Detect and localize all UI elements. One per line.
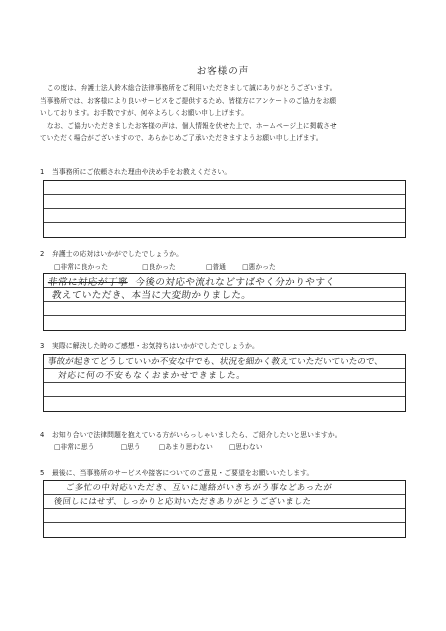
question-5 xyxy=(40,467,313,477)
ruled-line xyxy=(44,301,405,302)
question-text: 弁護士の応対はいかがでしたでしょうか。 xyxy=(52,250,184,258)
option-good[interactable]: □良かった xyxy=(142,263,176,271)
ruled-line xyxy=(44,194,405,195)
question-number: 3 xyxy=(40,342,45,350)
intro-line: この度は、弁護士法人鈴木総合法律事務所をご利用いただきまして誠にありがとうございます。 xyxy=(47,84,337,92)
answer-box-5[interactable] xyxy=(43,480,406,538)
intro-text xyxy=(40,82,415,145)
page-title: お客様の声 xyxy=(196,66,250,77)
option-strongly-agree[interactable]: □非常に思う xyxy=(54,443,95,451)
ruled-line xyxy=(44,315,405,316)
question-text: 実際に解決した時のご感想・お気持ちはいかがでしたでしょうか。 xyxy=(52,342,259,350)
answer-box-1[interactable] xyxy=(43,180,406,238)
question-3 xyxy=(40,340,259,350)
question-2 xyxy=(40,248,183,258)
question-number: 4 xyxy=(40,431,45,439)
handwritten-line: ご多忙の中対応いただき、互いに連絡がいきちがう事などあったが xyxy=(65,482,334,492)
ruled-line xyxy=(44,508,405,509)
options-q2 xyxy=(54,261,290,271)
ruled-line xyxy=(44,382,405,383)
option-disagree[interactable]: □あまり思わない xyxy=(158,443,213,451)
option-normal[interactable]: □普通 xyxy=(205,263,226,271)
question-4 xyxy=(40,429,342,439)
option-bad[interactable]: □悪かった xyxy=(242,263,276,271)
ruled-line xyxy=(44,222,405,223)
answer-box-3[interactable] xyxy=(43,354,406,412)
ruled-line xyxy=(44,208,405,209)
question-number: 5 xyxy=(40,469,45,477)
question-text: お知り合いで法律問題を抱えている方がいらっしゃいましたら、ご紹介したいと思いますか。 xyxy=(52,431,342,439)
options-q4 xyxy=(54,441,277,451)
intro-line: いしております。お手数ですが、何卒よろしくお願い申し上げます。 xyxy=(40,109,248,118)
intro-line: ていただく場合がございますので、あらかじめご了承いただきますようお願い申し上げます。 xyxy=(40,134,323,143)
option-very-good[interactable]: □非常に良かった xyxy=(54,263,108,271)
handwritten-line: 今後の対応や流れなどすばやく分かりやすく xyxy=(134,277,336,288)
handwritten-line: 対応に何の不安もなくおまかせできました。 xyxy=(57,371,247,381)
question-1 xyxy=(40,166,231,176)
ruled-line xyxy=(44,396,405,397)
handwritten-line: 教えていただき、本当に大変助かりました。 xyxy=(51,290,252,301)
question-number: 2 xyxy=(40,250,45,258)
question-text: 当事務所にご依頼された理由や決め手をお教えください。 xyxy=(52,168,232,176)
handwritten-line: 後回しにはせず、しっかりと応対いただきありがとうございました xyxy=(53,496,312,506)
answer-box-2[interactable] xyxy=(43,273,406,331)
ruled-line xyxy=(44,522,405,523)
struck-text: 非常に対応が丁寧 xyxy=(47,277,129,288)
option-agree[interactable]: □思う xyxy=(120,443,141,451)
intro-line: 当事務所では、お客様により良いサービスをご提供するため、皆様方にアンケートのご協力をお願 xyxy=(40,96,337,105)
question-number: 1 xyxy=(40,168,45,176)
option-strongly-disagree[interactable]: □思わない xyxy=(228,443,263,451)
intro-line: なお、ご協力いただきましたお客様の声は、個人情報を伏せた上で、ホームページ上に掲載させ xyxy=(47,121,337,130)
handwritten-line: 事故が起きてどうしていいか不安な中でも、状況を細かく教えていただいていたので、 xyxy=(47,357,384,367)
handwritten-answer xyxy=(47,274,336,288)
question-text: 最後に、当事務所のサービスや接客についてのご意見・ご要望をお願いいたします。 xyxy=(52,469,314,477)
